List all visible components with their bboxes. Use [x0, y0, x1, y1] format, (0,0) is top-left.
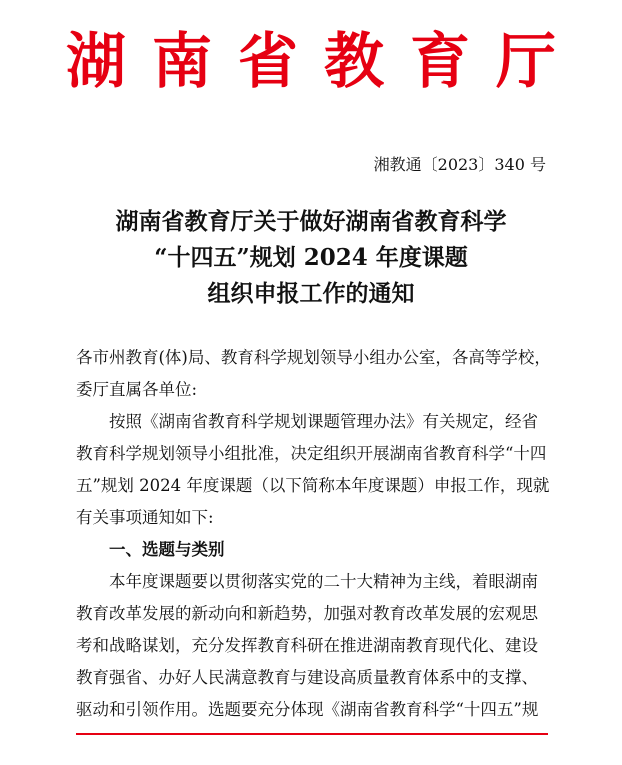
recipients-line: 委厅直属各单位:	[76, 380, 198, 399]
section-paragraph-line: 驱动和引领作用。选题要充分体现《湖南省教育科学“十四五”规	[76, 700, 539, 719]
document-title-line: 组织申报工作的通知	[207, 280, 415, 307]
section-paragraph-line: 教育强省、办好人民满意教育与建设高质量教育体系中的支撑、	[76, 668, 538, 687]
document-title	[0, 204, 622, 312]
document-title-line: 湖南省教育厅关于做好湖南省教育科学	[115, 208, 507, 235]
section-heading: 一、选题与类别	[76, 540, 225, 559]
document-number: 湘教通〔2023〕340 号	[373, 155, 546, 174]
intro-paragraph-line: 五”规划 2024 年度课题（以下简称本年度课题）申报工作，现就	[76, 476, 550, 495]
intro-paragraph-line: 按照《湖南省教育科学规划课题管理办法》有关规定，经省	[76, 412, 538, 431]
section-paragraph-line: 本年度课题要以贯彻落实党的二十大精神为主线，着眼湖南	[76, 572, 538, 591]
red-divider-line	[76, 733, 548, 735]
intro-paragraph-line: 教育科学规划领导小组批准，决定组织开展湖南省教育科学“十四	[76, 444, 547, 463]
issuing-authority-header: 湖南省教育厅	[66, 27, 582, 97]
document-body	[76, 342, 551, 726]
intro-paragraph-line: 有关事项通知如下:	[76, 508, 214, 527]
recipients-line: 各市州教育(体)局、教育科学规划领导小组办公室，各高等学校，	[76, 348, 551, 367]
section-paragraph-line: 考和战略谋划，充分发挥教育科研在推进湖南教育现代化、建设	[76, 636, 538, 655]
section-paragraph-line: 教育改革发展的新动向和新趋势，加强对教育改革发展的宏观思	[76, 604, 538, 623]
document-title-line: “十四五”规划 2024 年度课题	[154, 244, 468, 271]
